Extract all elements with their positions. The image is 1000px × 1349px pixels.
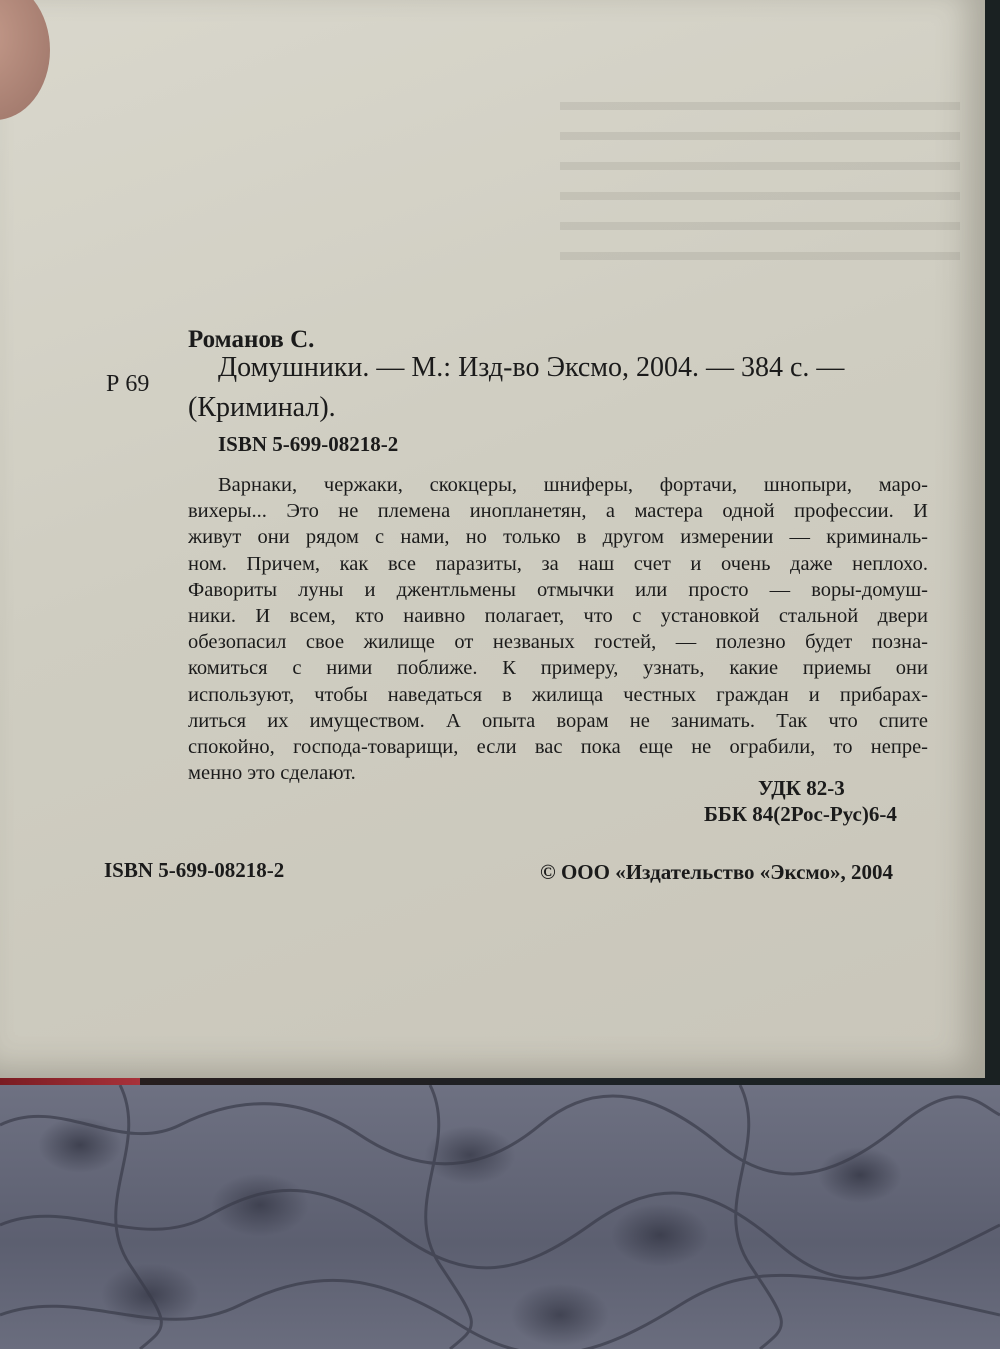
annotation-line: обезопасил свое жилище от незваных гостей, — полезно будет позна-	[188, 631, 928, 654]
annotation-line: Фавориты луны и джентльмены отмычки или просто — воры-домуш-	[188, 578, 928, 601]
annotation-line: литься их имуществом. А опыта ворам не занимать. Так что спите	[188, 709, 928, 732]
catalog-code: Р 69	[106, 371, 150, 397]
author-name: Романов С.	[188, 326, 315, 353]
annotation-line: менно это сделают.	[188, 762, 356, 785]
annotation-line: живут они рядом с нами, но только в другом измерении — криминаль-	[188, 526, 928, 549]
quilted-fabric	[0, 1085, 1000, 1349]
udk-code: УДК 82-3	[758, 776, 845, 800]
copyright-notice: © ООО «Издательство «Эксмо», 2004	[540, 860, 893, 884]
annotation-line: ники. И всем, кто наивно полагает, что с установкой стальной двери	[188, 605, 928, 628]
title-line-2: (Криминал).	[188, 392, 336, 423]
annotation-line: ном. Причем, как все паразиты, за наш счет и очень даже неплохо.	[188, 552, 928, 575]
annotation-paragraph	[188, 472, 928, 786]
fabric-stitching	[0, 1085, 1000, 1349]
annotation-line: используют, чтобы наведаться в жилища честных граждан и прибарах-	[188, 683, 928, 706]
annotation-line: вихеры... Это не племена инопланетян, а мастера одной профессии. И	[188, 500, 928, 523]
isbn-record: ISBN 5-699-08218-2	[218, 432, 399, 456]
bbk-code: ББК 84(2Рос-Рус)6-4	[704, 802, 897, 826]
finger	[0, 0, 50, 120]
show-through-text	[560, 80, 960, 260]
annotation-line: комиться с ними поближе. К примеру, узнать, какие приемы они	[188, 657, 928, 680]
annotation-line: Варнаки, чержаки, скокцеры, шниферы, фортачи, шнопыри, маро-	[218, 474, 928, 496]
annotation-line: спокойно, господа-товарищи, если вас пока еще не ограбили, то непре-	[188, 736, 928, 759]
isbn-footer: ISBN 5-699-08218-2	[104, 858, 285, 882]
title-line-1: Домушники. — М.: Изд-во Эксмо, 2004. — 384 с. —	[218, 352, 845, 383]
